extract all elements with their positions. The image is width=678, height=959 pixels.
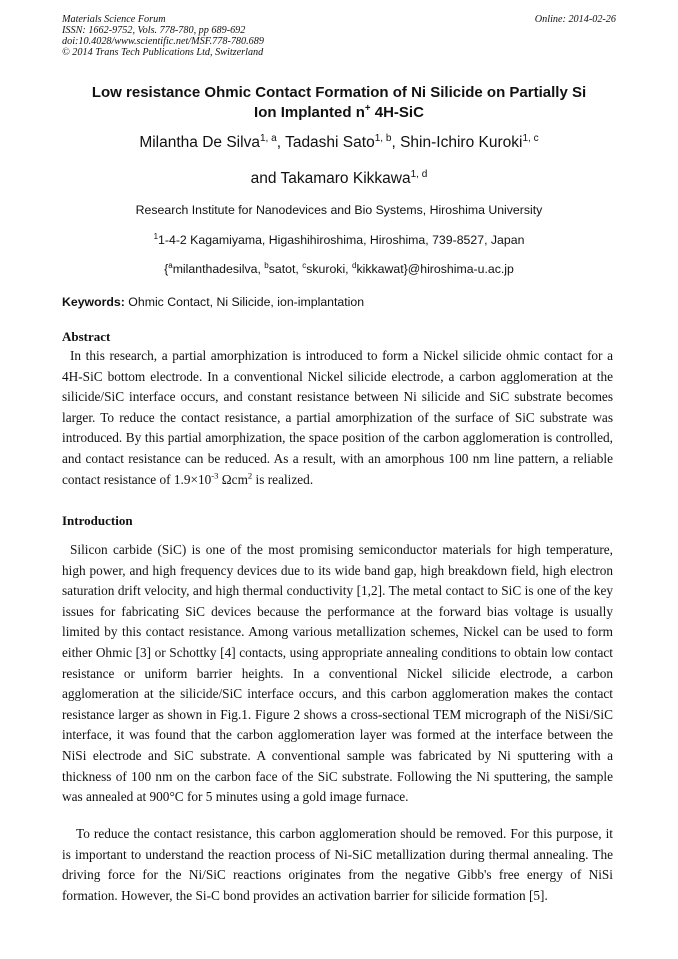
email-part: kikkawat}@hiroshima-u.ac.jp bbox=[356, 262, 514, 276]
email-mark: b bbox=[264, 260, 269, 270]
keywords-text: Ohmic Contact, Ni Silicide, ion-implantation bbox=[124, 295, 365, 309]
author-emails bbox=[62, 262, 616, 276]
exponent: -3 bbox=[211, 470, 219, 481]
email-part: milanthadesilva, bbox=[172, 262, 265, 276]
title-superscript: + bbox=[364, 103, 371, 114]
email-mark: a bbox=[168, 260, 173, 270]
introduction-heading: Introduction bbox=[62, 513, 133, 528]
exponent: 2 bbox=[247, 470, 253, 481]
author-affil-mark: 1, d bbox=[410, 168, 428, 180]
abstract-paragraph bbox=[62, 346, 613, 490]
affiliation-institute: Research Institute for Nanodevices and Bio Systems, Hiroshima University bbox=[135, 203, 543, 217]
introduction-paragraph-2: To reduce the contact resistance, this carbon agglomeration should be removed. For this purpose, it is important to understand the reaction process of Ni-SiC metallization during thermal annealing. The driving force for the Ni/SiC reactions originates from the negative Gibb's free energy of NiSi formation. However, the Si-C bond provides an activation barrier for silicide formation [5]. bbox=[62, 826, 613, 903]
author-affil-mark: 1, b bbox=[374, 132, 392, 144]
title-line-2 bbox=[62, 103, 616, 123]
keywords-label: Keywords: bbox=[62, 295, 125, 309]
email-brace: { bbox=[164, 262, 169, 276]
journal-issn: ISSN: 1662-9752, Vols. 778-780, pp 689-692 bbox=[62, 25, 246, 36]
online-date: Online: 2014-02-26 bbox=[534, 14, 616, 25]
title-line-1: Low resistance Ohmic Contact Formation of Ni Silicide on Partially Si bbox=[91, 84, 587, 101]
paper-title bbox=[62, 83, 616, 123]
journal-header bbox=[62, 14, 616, 58]
author-line-1 bbox=[62, 134, 616, 152]
author-name: , Shin-Ichiro Kuroki bbox=[391, 134, 523, 151]
affiliation-address bbox=[62, 233, 616, 247]
abstract-text: In this research, a partial amorphization is introduced to form a Nickel silicide ohmic contact for a 4H-SiC bottom electrode. In a conventional Nickel silicide electrode, a carbon agglomeration at the silicide/SiC interface occurs, and constant resistance between Ni silicide and SiC substrate becomes larger. To reduce the contact resistance, a partial amorphization of the surface of SiC substrate was introduced. By this partial amorphization, the space position of the carbon agglomeration is controlled, and contact resistance can be reduced. As a result, with an amorphous 100 nm line pattern, a reliable contact resistance of 1.9×10 bbox=[62, 348, 613, 487]
author-affil-mark: 1, c bbox=[522, 132, 539, 144]
email-part: satot, bbox=[268, 262, 303, 276]
author-name: Milantha De Silva bbox=[139, 134, 260, 151]
abstract-text: Ωcm bbox=[218, 471, 248, 487]
introduction-paragraph-1: Silicon carbide (SiC) is one of the most promising semiconductor materials for high temperature, high power, and high frequency devices due to its wide band gap, high breakdown field, high electron saturation drift velocity, and high thermal conductivity [1,2]. The metal contact to SiC is one of the key issues for fabricating SiC devices because the performance at the forward bias voltage is usually limited by this contact resistance. Among various metallization schemes, Nickel can be used to form either Ohmic [3] or Schottky [4] contacts, using appropriate annealing conditions to obtain low contact resistance or uniform barrier heights. In a conventional Nickel silicide electrode, a carbon agglomeration at the silicide/SiC interface occurs, and this carbon agglomeration makes the contact resistance larger as shown in Fig.1. Figure 2 shows a cross-sectional TEM micrograph of the NiSi/SiC interface, it was found that the carbon agglomeration layer was formed at the interface between the NiSi electrode and SiC substrate. A conventional sample was fabricated by Ni sputtering with a thickness of 100 nm on the carbon face of the SiC substrate. Following the Ni sputtering, the sample was annealed at 900°C for 5 minutes using a gold image furnace. bbox=[62, 542, 613, 805]
email-mark: c bbox=[302, 260, 307, 270]
abstract-text: is realized. bbox=[252, 471, 314, 487]
author-affil-mark: 1, a bbox=[259, 132, 277, 144]
title-text: Ion Implanted n bbox=[254, 104, 365, 121]
affil-mark: 1 bbox=[153, 231, 159, 241]
author-line-2 bbox=[62, 170, 616, 188]
email-mark: d bbox=[352, 260, 357, 270]
email-part: skuroki, bbox=[306, 262, 353, 276]
article-doi: doi:10.4028/www.scientific.net/MSF.778-780.689 bbox=[62, 36, 264, 47]
author-name: , Tadashi Sato bbox=[276, 134, 375, 151]
copyright-notice: © 2014 Trans Tech Publications Ltd, Switzerland bbox=[62, 47, 264, 58]
keywords-line bbox=[62, 295, 616, 309]
title-text: 4H-SiC bbox=[370, 104, 424, 121]
address-text: 1-4-2 Kagamiyama, Higashihiroshima, Hiroshima, 739-8527, Japan bbox=[158, 233, 525, 247]
author-name: and Takamaro Kikkawa bbox=[250, 170, 411, 187]
journal-name: Materials Science Forum bbox=[62, 14, 166, 25]
abstract-heading: Abstract bbox=[62, 329, 111, 344]
